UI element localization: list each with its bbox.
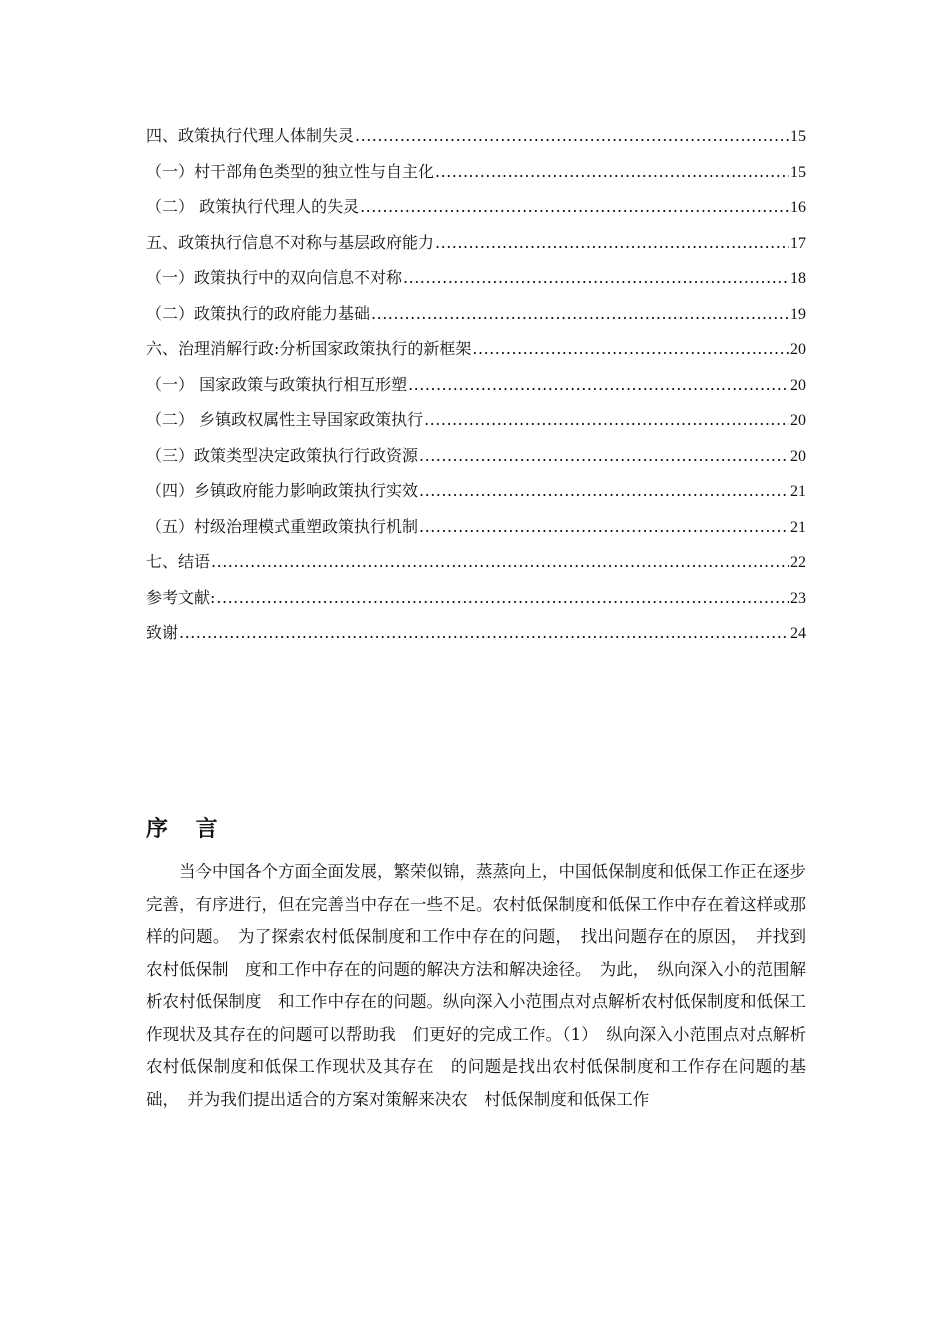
toc-entry[interactable] [146, 552, 806, 588]
toc-page-number: 20 [790, 412, 806, 429]
toc-entry-label: 参考文献: [146, 587, 216, 607]
toc-entry[interactable] [146, 375, 806, 411]
toc-entry-label: （一）村干部角色类型的独立性与自主化 [146, 161, 435, 181]
toc-entry[interactable] [146, 197, 806, 233]
toc-leader-dots [179, 623, 789, 643]
toc-entry-label: （五）村级治理模式重塑政策执行机制 [146, 516, 419, 536]
toc-leader-dots [424, 410, 789, 430]
toc-page-number: 19 [790, 305, 806, 323]
toc-entry[interactable] [146, 233, 806, 269]
toc-leader-dots [360, 197, 789, 217]
toc-leader-dots [419, 446, 789, 466]
toc-entry-label: （一） 国家政策与政策执行相互形塑 [146, 374, 408, 394]
toc-entry[interactable] [146, 410, 806, 446]
preface-heading: 序 言 [146, 816, 228, 842]
toc-entry[interactable] [146, 339, 806, 375]
preface-body [146, 856, 823, 1116]
toc-entry[interactable] [146, 517, 806, 553]
toc-page-number: 16 [790, 199, 806, 216]
toc-entry[interactable] [146, 162, 806, 198]
toc-page-number: 22 [790, 554, 806, 571]
toc-entry[interactable] [146, 126, 806, 162]
toc-page-number: 18 [790, 270, 806, 287]
toc-page-number: 23 [790, 589, 806, 607]
toc-entry-label: （三）政策类型决定政策执行行政资源 [146, 445, 419, 465]
toc-leader-dots [403, 268, 789, 288]
toc-leader-dots [419, 517, 789, 537]
toc-leader-dots [211, 552, 789, 572]
toc-entry[interactable] [146, 446, 806, 482]
toc-leader-dots [371, 304, 789, 324]
toc-leader-dots [419, 481, 789, 501]
toc-entry-label: （四）乡镇政府能力影响政策执行实效 [146, 481, 419, 500]
toc-entry-label: 五、政策执行信息不对称与基层政府能力 [146, 232, 435, 252]
toc-entry-label: （二）政策执行的政府能力基础 [146, 303, 371, 323]
toc-page-number: 21 [790, 483, 806, 500]
toc-entry[interactable] [146, 268, 806, 304]
toc-entry[interactable] [146, 481, 806, 517]
toc-leader-dots [435, 162, 789, 182]
toc-leader-dots [216, 588, 789, 608]
toc-page-number: 20 [790, 447, 806, 465]
toc-page-number: 20 [790, 376, 806, 394]
toc-leader-dots [472, 339, 789, 359]
toc-entry[interactable] [146, 304, 806, 340]
toc-leader-dots [435, 233, 789, 253]
toc-page-number: 20 [790, 341, 806, 358]
toc-leader-dots [355, 126, 789, 146]
toc-entry-label: 六、治理消解行政:分析国家政策执行的新框架 [146, 339, 472, 358]
table-of-contents [146, 126, 806, 659]
toc-entry-label: （二） 乡镇政权属性主导国家政策执行 [146, 410, 424, 429]
toc-page-number: 15 [790, 163, 806, 181]
toc-entry-label: （一）政策执行中的双向信息不对称 [146, 268, 403, 287]
toc-page-number: 24 [790, 625, 806, 642]
toc-page-number: 21 [790, 518, 806, 536]
toc-leader-dots [408, 375, 789, 395]
toc-page-number: 15 [790, 128, 806, 145]
toc-entry-label: 四、政策执行代理人体制失灵 [146, 126, 355, 145]
toc-entry-label: （二） 政策执行代理人的失灵 [146, 197, 360, 216]
preface-paragraph: 当今中国各个方面全面发展，繁荣似锦，蒸蒸向上，中国低保制度和低保工作正在逐步 完善，有序进行，但在完善当中存在一些不足。农村低保制度和低保工作中存在着这样或那 样的问题。 为了探索农村低保制度和工作中存在的问题， 找出问题存在的原因， 并找到农村低保制 度和工作中存在的问题的解决方法和解决途径。 为此， 纵向深入小的范围解析农村低保制度 和工作中存在的问题。纵向深入小范围点对点解析农村低保制度和低保工作现状及其存在的问题可以帮助我 们更好的完成工作。（1） 纵向深入小范围点对点解析农村低保制度和低保工作现状及其存在 的问题是找出农村低保制度和工作存在问题的基础， 并为我们提出适合的方案对策解来决农 村低保制度和低保工作 [146, 862, 823, 1109]
toc-entry[interactable] [146, 623, 806, 659]
toc-entry[interactable] [146, 588, 806, 624]
toc-entry-label: 致谢 [146, 623, 179, 642]
toc-page-number: 17 [790, 234, 806, 252]
toc-entry-label: 七、结语 [146, 552, 211, 571]
